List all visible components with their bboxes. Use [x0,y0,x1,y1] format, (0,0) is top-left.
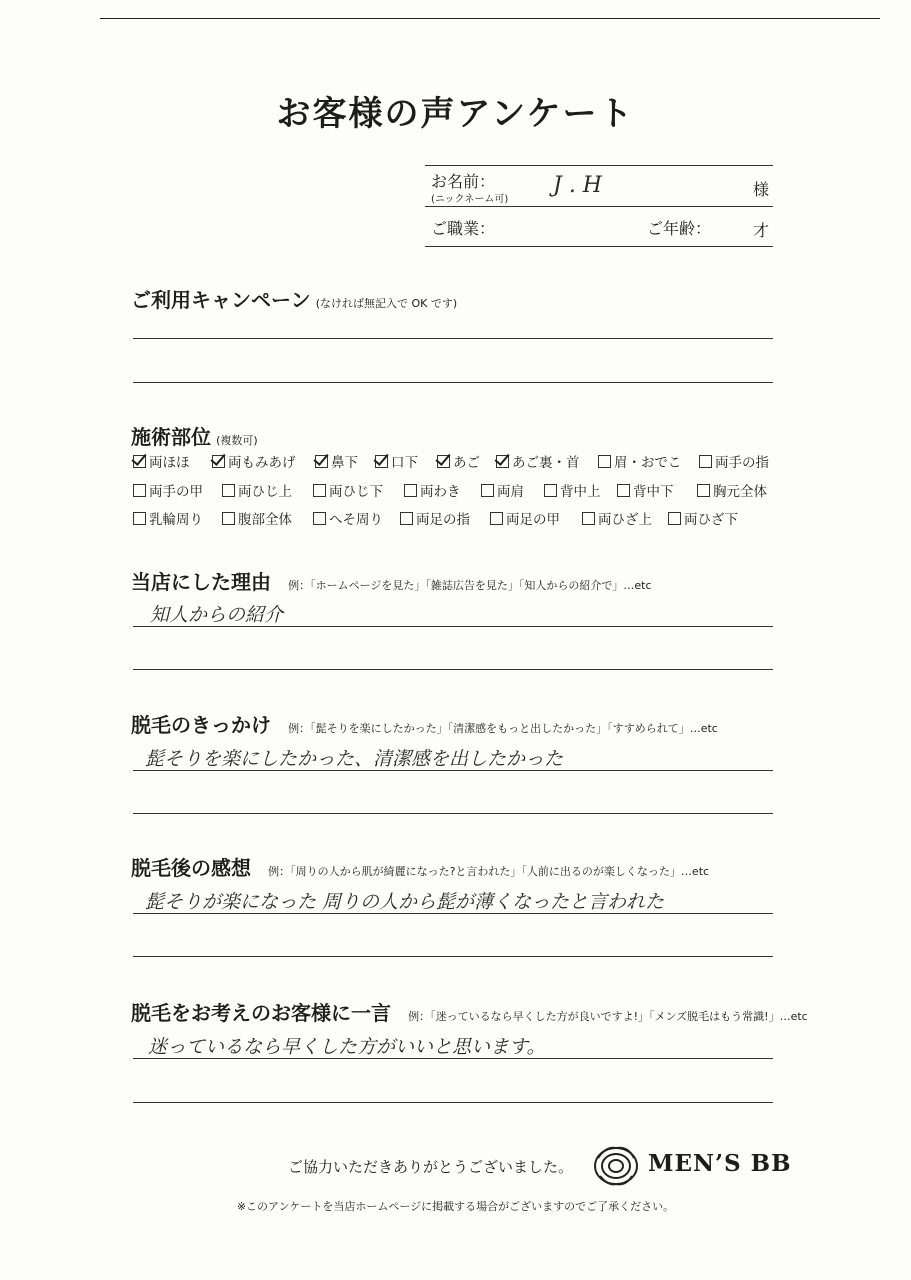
checkbox[interactable] [668,512,681,525]
part-option[interactable] [617,480,674,500]
campaign-note: (なければ無記入で OK です) [315,297,458,310]
trigger-line-2 [133,813,773,814]
part-option[interactable] [668,508,738,528]
part-option[interactable] [598,451,681,471]
parts-note: (複数可) [216,434,258,447]
checkbox[interactable] [697,484,710,497]
part-label: 両もみあげ [228,455,296,471]
checkbox[interactable] [222,512,235,525]
checked-checkbox[interactable] [315,455,328,468]
part-option[interactable] [133,480,203,500]
part-label: 両ひざ下 [684,512,738,528]
part-option[interactable] [212,451,296,471]
campaign-line-1[interactable] [133,338,773,339]
checkbox[interactable] [404,484,417,497]
message-answer[interactable]: 迷っているなら早くした方がいいと思います。 [148,1036,546,1058]
message-line-1 [133,1058,773,1059]
part-option[interactable] [404,480,461,500]
part-label: 両肩 [497,484,524,500]
parts-section [131,421,258,450]
reason-line-2 [133,669,773,670]
part-option[interactable] [400,508,470,528]
campaign-title: ご利用キャンペーン [131,288,311,312]
trigger-title: 脱毛のきっかけ [131,713,271,737]
top-border [100,18,880,19]
part-option[interactable] [490,508,560,528]
impression-answer[interactable]: 髭そりが楽になった 周りの人から髭が薄くなったと言われた [145,891,665,913]
part-option[interactable] [375,451,418,471]
campaign-section [131,284,457,313]
thanks-text: ご協力いただきありがとうございました。 [288,1158,574,1176]
part-label: 胸元全体 [713,484,767,500]
checked-checkbox[interactable] [496,455,509,468]
part-option[interactable] [313,508,383,528]
message-title: 脱毛をお考えのお客様に一言 [131,1001,391,1025]
reason-title: 当店にした理由 [131,570,271,594]
reason-line-1 [133,626,773,627]
name-row [425,165,773,207]
part-label: 両ほほ [149,455,190,471]
campaign-line-2[interactable] [133,382,773,383]
name-value[interactable]: J . H [553,173,602,198]
part-option[interactable] [133,451,190,471]
impression-line-1 [133,913,773,914]
part-option[interactable] [315,451,358,471]
part-option[interactable] [582,508,652,528]
part-label: 両手の指 [715,455,769,471]
part-label: 鼻下 [331,455,358,471]
part-label: 両わき [420,484,461,500]
age-suffix: 才 [753,221,770,240]
trigger-section [131,709,718,738]
message-section [131,997,808,1026]
part-label: あご裏・首 [512,455,580,471]
checkbox[interactable] [617,484,630,497]
checked-checkbox[interactable] [375,455,388,468]
part-label: 両ひじ下 [329,484,383,500]
checkbox[interactable] [133,512,146,525]
checkbox[interactable] [313,484,326,497]
part-option[interactable] [222,480,292,500]
name-label: お名前： [431,172,496,191]
name-sublabel: (ニックネーム可) [431,194,509,205]
checkbox[interactable] [598,455,611,468]
page-title: お客様の声アンケート [276,94,635,134]
rose-emblem-icon [592,1144,640,1192]
checkbox[interactable] [699,455,712,468]
message-note: 例：「迷っているなら早くした方が良いですよ!」「メンズ脱毛はもう常識!」…etc [408,1010,808,1023]
reason-note: 例：「ホームページを見た」「雑誌広告を見た」「知人からの紹介で」…etc [288,579,652,592]
trigger-note: 例：「髭そりを楽にしたかった」「清潔感をもっと出したかった」「すすめられて」…etc [288,722,718,735]
name-suffix: 様 [753,180,770,199]
part-label: 両ひじ上 [238,484,292,500]
part-option[interactable] [313,480,383,500]
reason-section [131,566,652,595]
checked-checkbox[interactable] [212,455,225,468]
job-label: ご職業： [431,219,496,238]
part-option[interactable] [496,451,580,471]
footer-note: ※このアンケートを当店ホームページに掲載する場合がございますのでご了承ください。 [236,1200,675,1213]
part-label: 両足の指 [416,512,470,528]
impression-title: 脱毛後の感想 [131,856,251,880]
part-label: 腹部全体 [238,512,292,528]
checkbox[interactable] [133,484,146,497]
part-label: 両手の甲 [149,484,203,500]
impression-note: 例：「周りの人から肌が綺麗になった?と言われた」「人前に出るのが楽しくなった」…etc [268,865,710,878]
checkbox[interactable] [481,484,494,497]
job-age-row [425,206,773,247]
impression-section [131,852,709,881]
part-label: 両足の甲 [506,512,560,528]
parts-title: 施術部位 [131,425,211,449]
checked-checkbox[interactable] [133,455,146,468]
part-option[interactable] [222,508,292,528]
part-label: 口下 [391,455,418,471]
impression-line-2 [133,956,773,957]
part-label: 背中上 [560,484,601,500]
part-option[interactable] [697,480,767,500]
checkbox[interactable] [400,512,413,525]
part-option[interactable] [133,508,203,528]
part-label: あご [453,455,480,471]
age-label: ご年齢： [647,219,712,238]
checkbox[interactable] [582,512,595,525]
checkbox[interactable] [313,512,326,525]
trigger-line-1 [133,770,773,771]
part-label: 背中下 [633,484,674,500]
checkbox[interactable] [544,484,557,497]
part-label: 両ひざ上 [598,512,652,528]
part-label: へそ周り [329,512,383,528]
part-option[interactable] [437,451,480,471]
checked-checkbox[interactable] [437,455,450,468]
brand-logo-text: MEN’S BB [648,1150,792,1177]
part-option[interactable] [481,480,524,500]
checkbox[interactable] [222,484,235,497]
part-label: 眉・おでこ [614,455,682,471]
part-label: 乳輪周り [149,512,203,528]
reason-answer[interactable]: 知人からの紹介 [150,604,284,626]
checkbox[interactable] [490,512,503,525]
trigger-answer[interactable]: 髭そりを楽にしたかった、清潔感を出したかった [145,748,564,770]
customer-info [425,165,773,247]
part-option[interactable] [699,451,769,471]
part-option[interactable] [544,480,601,500]
message-line-2 [133,1102,773,1103]
